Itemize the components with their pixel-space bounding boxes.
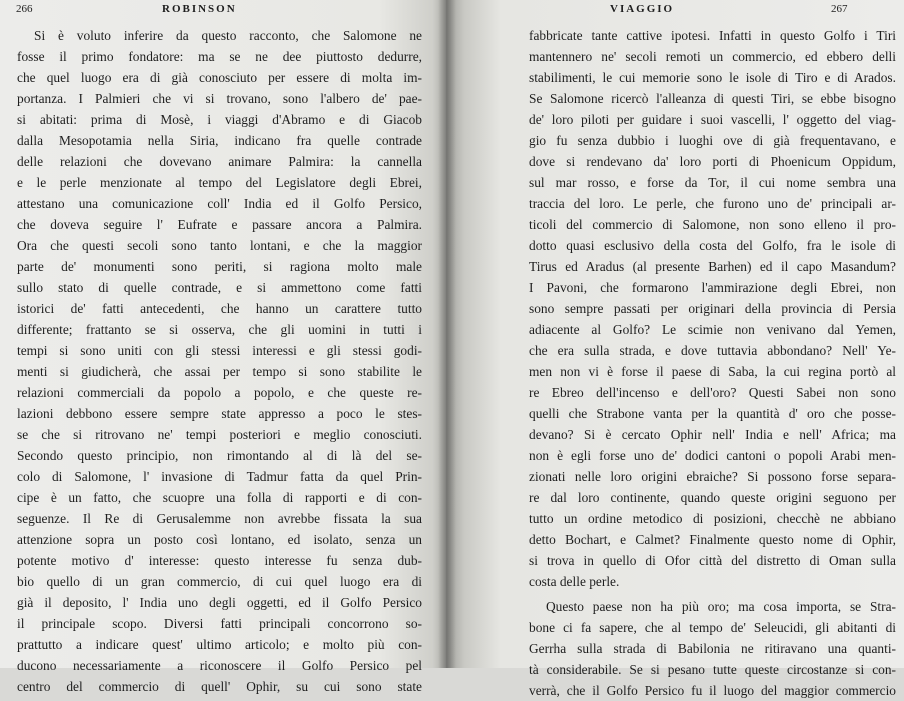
text-line: che quel luogo era di già conosciuto per essere di molta im- [17, 70, 422, 85]
text-line: relazioni commerciali da popolo a popolo, e che queste re- [17, 385, 422, 400]
book-gutter [438, 0, 456, 668]
text-line: seguenze. Il Re di Gerusalemme non avrebbe fissata la sua [17, 511, 422, 526]
text-line: non è egli forse uno de' dodici cantoni o popoli Arabi men- [529, 448, 896, 463]
text-line: tempi si sono uniti con gli stessi interessi e gli stessi godi- [17, 343, 422, 358]
text-line: Secondo questo principio, non rimontando al di là del se- [17, 448, 422, 463]
text-line: potente motivo d' interesse: questo interesse fu senza dub- [17, 553, 422, 568]
text-line: ticoli del commercio di Salomone, non sono elleno il pro- [529, 217, 896, 232]
text-line: che era sulla strada, e dove tuttavia abbondano? Nell' Ye- [529, 343, 896, 358]
text-line: dotto quasi esclusivo della costa del Golfo, fra le isole di [529, 238, 896, 253]
left-page-number: 266 [16, 3, 33, 15]
text-line: e le perle menzionate al tempo del Legislatore degli Ebrei, [17, 175, 422, 190]
text-line: Questo paese non ha più oro; ma cosa importa, se Stra- [546, 599, 896, 614]
text-line: costa delle perle. [529, 574, 620, 589]
right-page-text [529, 25, 896, 701]
text-line: ducono necessariamente a riconoscere il Golfo Persico pel [17, 658, 422, 673]
text-line: re Ebreo dell'incenso e dell'oro? Questi Sabei non sono [529, 385, 896, 400]
right-running-head: VIAGGIO [610, 3, 675, 15]
right-page [446, 0, 904, 698]
right-page-number: 267 [831, 3, 848, 15]
text-line: che doveva seguire l' Eufrate e passare ancora a Palmira. [17, 217, 422, 232]
text-line: tà considerabile. Se si pesano tutte queste circostanze si con- [529, 662, 896, 677]
text-line: men non vi è forse il paese di Saba, la cui regina portò al [529, 364, 896, 379]
text-line: sullo stato di quelle contrade, e si ammettono come fatti [17, 280, 422, 295]
text-line: sono sempre passati per originari della provincia di Persia [529, 301, 896, 316]
text-line: cipe è un fatto, che scuopre una folla di rapporti e di con- [17, 490, 422, 505]
text-line: bio quello di un gran commercio, di cui quel luogo era di [17, 574, 422, 589]
text-line: re dal loro continente, quando queste origini seguono per [529, 490, 896, 505]
text-line: I Pavoni, che formarono l'ammirazione degli Ebrei, non [529, 280, 896, 295]
text-line: si abitati: prima di Mosè, i viaggi d'Abramo e di Giacob [17, 112, 422, 127]
text-line: colo di Salomone, l' invasione di Tadmur fatta da quel Prin- [17, 469, 422, 484]
text-line: mantennero ne' secoli remoti un commercio, ed ebbero delli [529, 49, 896, 64]
text-line: parte de' monumenti sono periti, si ragiona molto male [17, 259, 422, 274]
text-line: zionati nelle loro origini ebraiche? Si possono forse separa- [529, 469, 896, 484]
text-line: portanza. I Palmieri che vi si trovano, sono l'albero de' pae- [17, 91, 422, 106]
left-page [0, 0, 446, 694]
text-line: centro del commercio di quell' Ophir, su cui sono state [17, 679, 422, 694]
text-line: de' loro piloti per guidare i suoi vascelli, l' oggetto del viag- [529, 112, 896, 127]
text-line: lazioni debbono essere sempre state appresso a poco le stes- [17, 406, 422, 421]
text-line: gio fu senza dubbio i luoghi ove di già frequentavano, e [529, 133, 896, 148]
text-line: il principale scopo. Diversi fatti principali concorrono so- [17, 616, 422, 631]
text-line: detto Bochart, e Calmet? Finalmente questo nome di Ophir, [529, 532, 896, 547]
left-page-text [17, 25, 422, 697]
text-line: attenzione sopra un posto così lontano, ed isolato, senza un [17, 532, 422, 547]
text-line: si trova in quello di Ofor città del distretto di Oman sulla [529, 553, 896, 568]
text-line: traccia del loro. Le perle, che furono uno de' principali ar- [529, 196, 896, 211]
text-line: Gerrha sulla strada di Babilonia ne ritiravano una quanti- [529, 641, 896, 656]
right-page-header [446, 3, 904, 19]
text-line: Se Salomone ricercò l'alleanza di questi Tiri, se ebbe bisogno [529, 91, 896, 106]
text-line: attestano una comunicazione coll' India ed il Golfo Persico, [17, 196, 422, 211]
text-line: Ora che questi secoli sono tanto lontani, e che la maggior [17, 238, 422, 253]
text-line: devano? Si è cercato Ophir nell' India e nell' Africa; ma [529, 427, 896, 442]
text-line: se che si ritrovano ne' tempi posteriori e meglio conosciuti. [17, 427, 422, 442]
text-line: Tirus ed Aradus (al presente Barhen) ed il capo Masandum? [529, 259, 896, 274]
text-line: tutto un ordine metodico di posizioni, checchè ne abbiano [529, 511, 896, 526]
text-line: dalla Mesopotamia nella Siria, indicano fra quelle contrade [17, 133, 422, 148]
text-line: dove si rendevano da' loro porti di Phoenicum Oppidum, [529, 154, 896, 169]
left-running-head: ROBINSON [162, 3, 237, 15]
left-page-header [0, 3, 446, 19]
text-line: verrà, che il Golfo Persico fu il luogo del maggior commercio [529, 683, 896, 698]
text-line: Si è voluto inferire da questo racconto, che Salomone ne [34, 28, 422, 43]
text-line: bone ci fa sapere, che al tempo de' Seleucidi, gli abitanti di [529, 620, 896, 635]
text-line: quelli che Strabone vanta per la quantità d' oro che posse- [529, 406, 896, 421]
text-line: istorici de' fatti antecedenti, che hanno un carattere tutto [17, 301, 422, 316]
text-line: menti si giudicherà, che assai per tempo si sono stabilite le [17, 364, 422, 379]
text-line: sul mar rosso, e forse da Tor, il cui nome sembra una [529, 175, 896, 190]
text-line: già il deposito, l' India uno degli oggetti, ed il Golfo Persico [17, 595, 422, 610]
text-line: differente; frattanto se si osserva, che gli uomini in tutti i [17, 322, 422, 337]
text-line: stabilimenti, le cui memorie sono le isole di Tiro e di Arados. [529, 70, 896, 85]
text-line: prattutto a indicare quest' ultimo articolo; e molto più con- [17, 637, 422, 652]
text-line: fabbricate tante cattive ipotesi. Infatti in questo Golfo i Tiri [529, 28, 896, 43]
text-line: fosse il primo fondatore: ma se ne dee piuttosto dedurre, [17, 49, 422, 64]
text-line: adiacente al Golfo? Le scimie non venivano dal Yemen, [529, 322, 896, 337]
text-line: delle relazioni che dovevano animare Palmira: la cannella [17, 154, 422, 169]
